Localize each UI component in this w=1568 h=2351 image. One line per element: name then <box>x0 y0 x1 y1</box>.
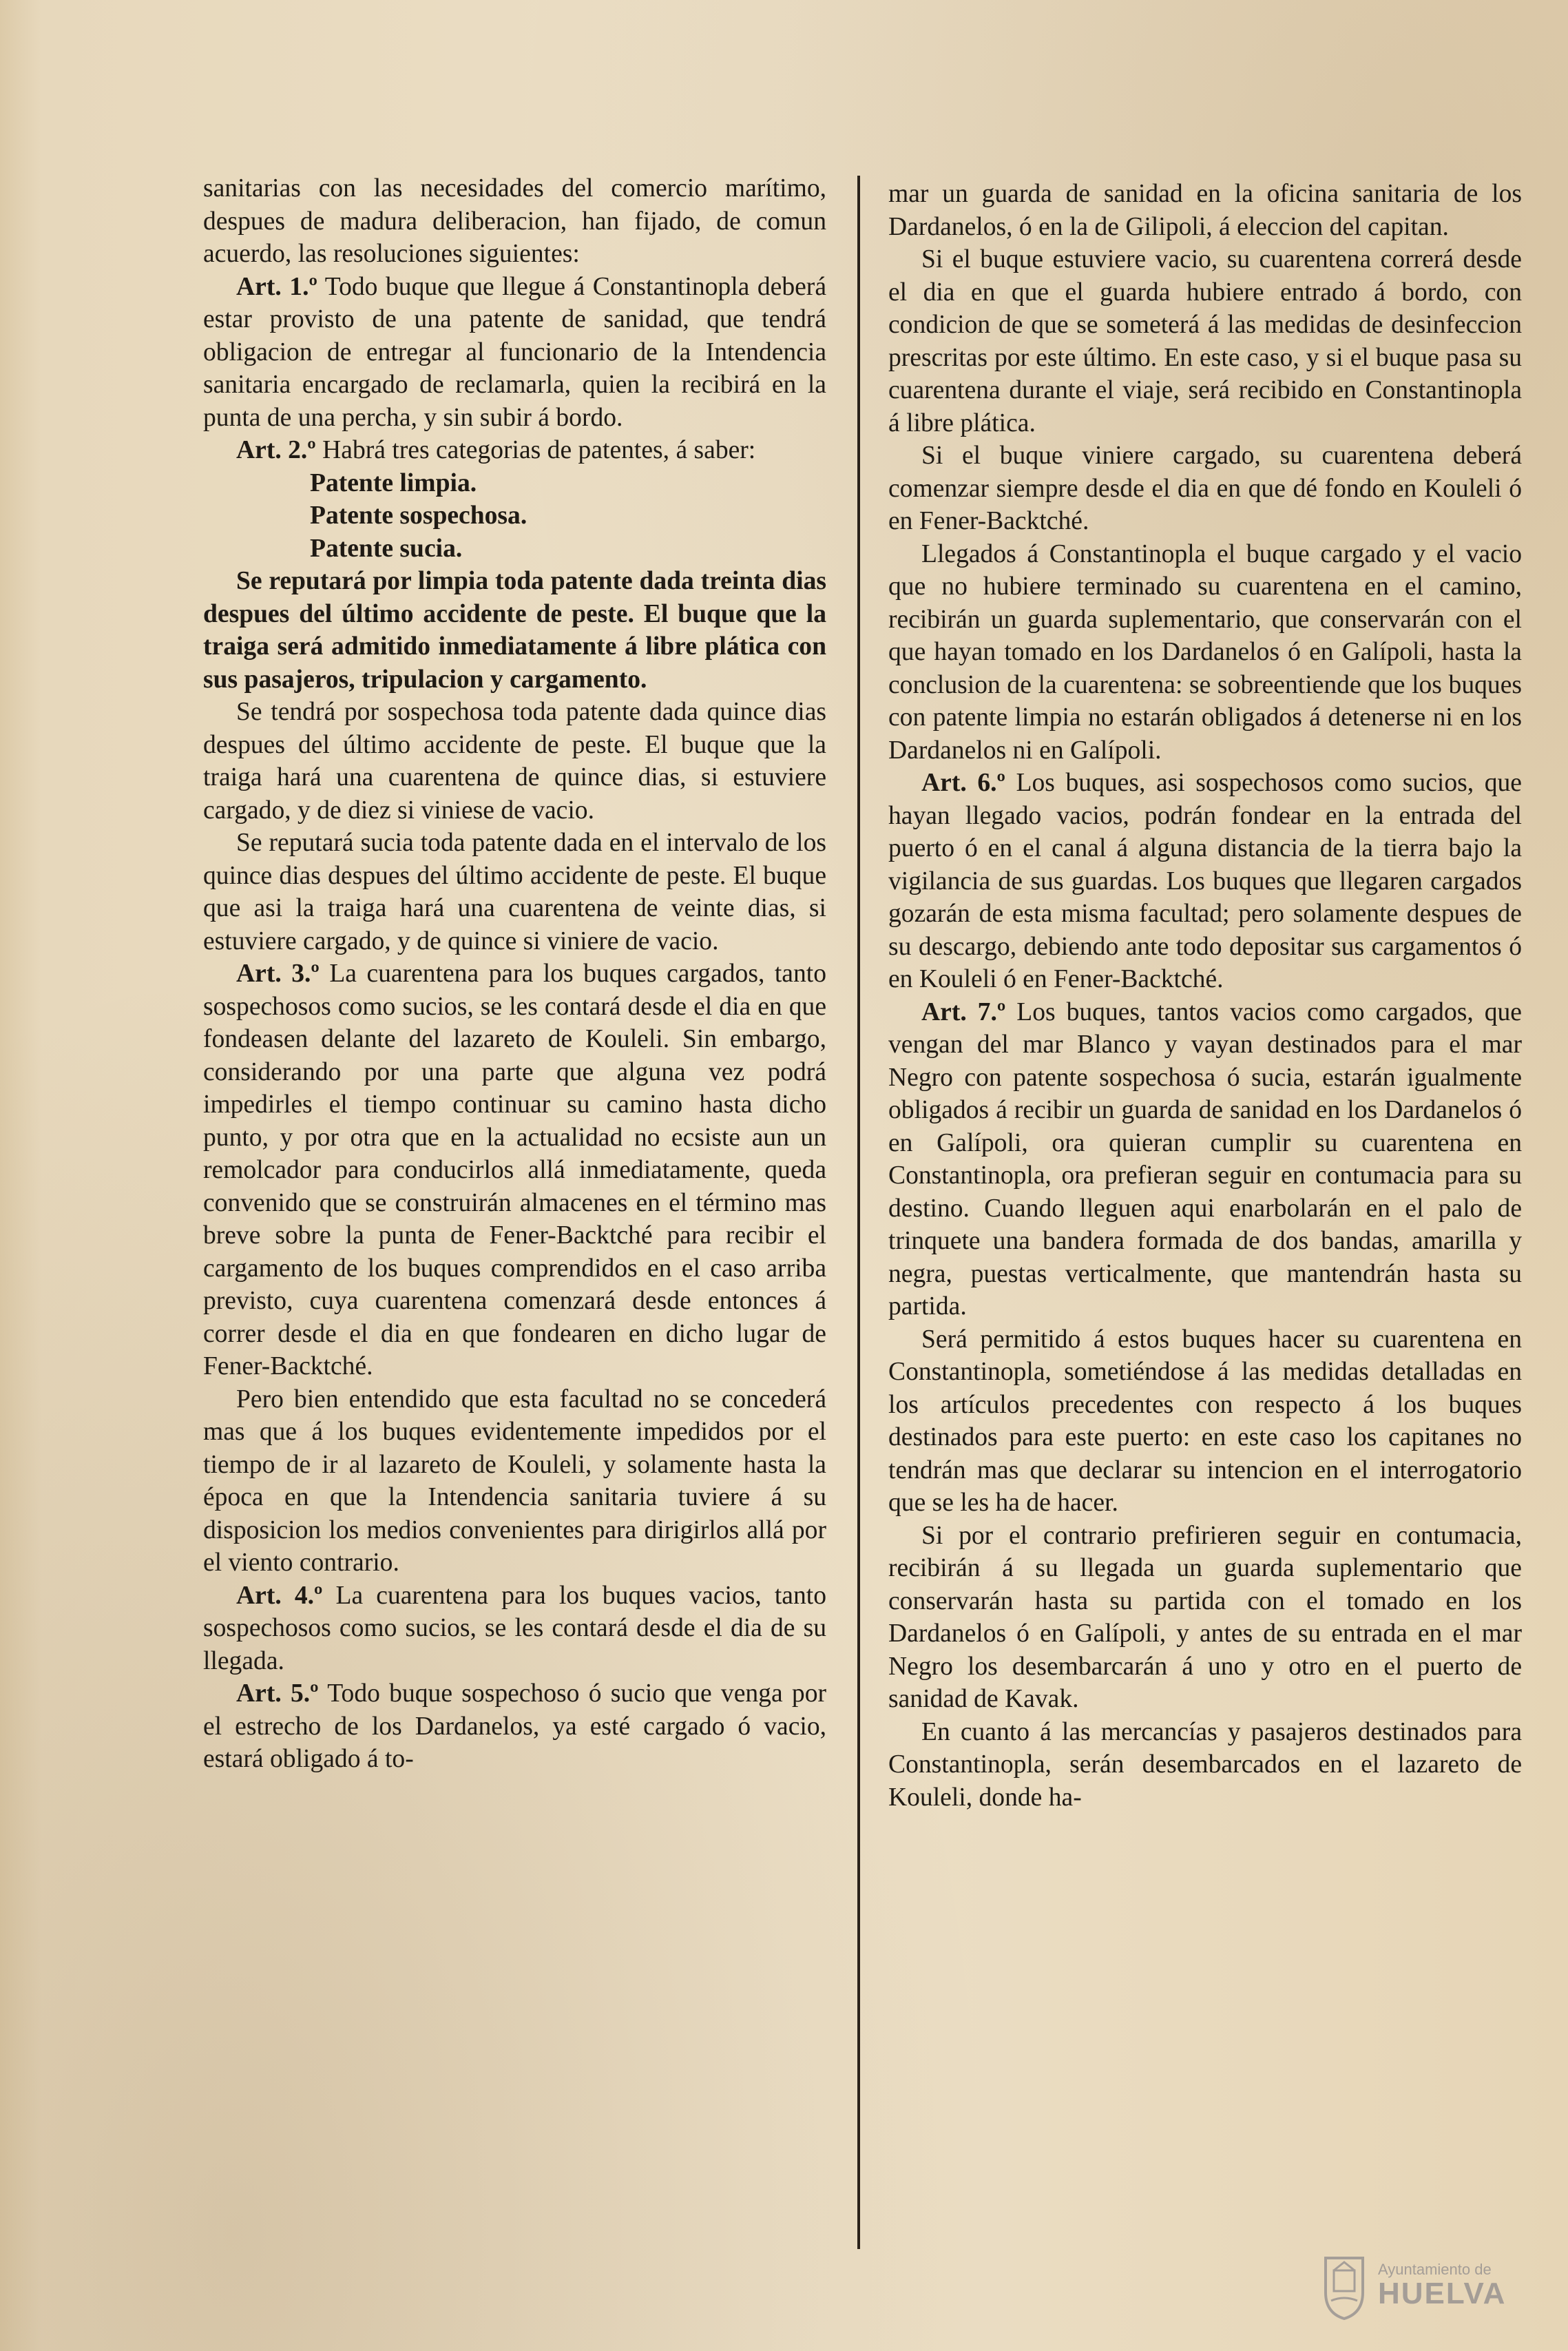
paragraph-text: Si por el contrario prefirieren seguir en contumacia, recibirán á su llegada un guarda suplementario que conservarán hasta su partida con el tomado en los Dardanelos ó en Galípoli, y antes de su entrada en el mar Negro los desembarcarán á uno y otro en el puerto de sanidad de Kavak. <box>888 1521 1522 1713</box>
paragraph <box>888 1716 1522 1814</box>
paragraph <box>203 172 826 271</box>
paragraph-text: Pero bien entendido que esta facultad no se concederá mas que á los buques evidentemente impedidos por el tiempo de ir al lazareto de Kouleli, y solamente hasta la época en que la Intendencia sanitaria tuviere á su disposicion los medios convenientes para dirigirlos allá por el viento contrario. <box>203 1385 826 1577</box>
paragraph <box>888 178 1522 243</box>
paragraph <box>888 243 1522 439</box>
column-divider <box>857 176 860 2249</box>
paragraph-text: Se reputará sucia toda patente dada en el intervalo de los quince dias despues del último accidente de peste. El buque que asi la traiga hará una cuarentena de veinte dias, si estuviere cargado, y de quince si viniere de vacio. <box>203 829 826 955</box>
paragraph-text: La cuarentena para los buques vacios, tanto sospechosos como sucios, se les contará desde el dia de su llegada. <box>203 1581 826 1675</box>
paragraph-text: En cuanto á las mercancías y pasajeros destinados para Constantinopla, serán desembarcados en el lazareto de Kouleli, donde ha- <box>888 1717 1522 1812</box>
list-item <box>203 532 826 566</box>
article-number: Art. 6.º <box>921 769 1005 797</box>
paragraph-text: Habrá tres categorias de patentes, á saber: <box>322 436 756 464</box>
paragraph <box>888 439 1522 538</box>
paragraph-text: Todo buque sospechoso ó sucio que venga por el estrecho de los Dardanelos, ya esté cargado ó vacio, estará obligado á to- <box>203 1679 827 1773</box>
article-number: Art. 3.º <box>236 960 320 988</box>
paragraph-text: Se tendrá por sospechosa toda patente dada quince dias despues del último accidente de peste. El buque que la traiga hará una cuarentena de quince dias, si estuviere cargado, y de diez si viniese de vacio. <box>203 698 826 825</box>
article-number: Art. 5.º <box>236 1679 319 1708</box>
list-item <box>203 499 826 532</box>
paragraph-text: La cuarentena para los buques cargados, tanto sospechosos como sucios, se les contará desde el dia en que fondeasen delante del lazareto de Kouleli. Sin embargo, considerando por una parte que alguna vez podrá impedirles el tiempo continuar su camino hasta dicho punto, y por otra que en la actualidad no ecsiste aun un remolcador para conducirlos allá inmediatamente, queda convenido que se construirán almacenes en el término mas breve sobre la punta de Fener-Backtché para recibir el cargamento de los buques comprendidos en el caso arriba previsto, cuya cuarentena comenzará desde entonces á correr desde el dia en que fondearen en dicho lugar de Fener-Backtché. <box>203 960 826 1380</box>
paragraph-text: Llegados á Constantinopla el buque cargado y el vacio que no hubiere terminado su cuarentena en el camino, recibirán un guarda suplementario, que conservarán con el que hayan tomado en los Dardanelos ó en Galípoli, hasta la conclusion de la cuarentena: se sobreentiende que los buques con patente limpia no estarán obligados á detenerse ni en los Dardanelos ni en Galípoli. <box>888 539 1522 765</box>
article-number: Art. 1.º <box>236 272 317 301</box>
paragraph <box>888 1323 1522 1520</box>
watermark-line2: HUELVA <box>1378 2277 1507 2310</box>
list-item-text: Patente limpia. <box>310 468 477 497</box>
paragraph <box>203 957 826 1383</box>
paragraph-text: Se reputará por limpia toda patente dada treinta dias despues del último accidente de peste. El buque que la traiga será admitido inmediatamente á libre plática con sus pasajeros, tripulacion y cargamento. <box>203 567 826 694</box>
paragraph <box>888 1520 1522 1716</box>
paragraph <box>203 271 826 435</box>
paragraph-text: sanitarias con las necesidades del comercio marítimo, despues de madura deliberacion, han fijado, de comun acuerdo, las resoluciones siguientes: <box>203 174 826 268</box>
paragraph <box>888 538 1522 767</box>
paragraph-text: Los buques, tantos vacios como cargados, que vengan del mar Blanco y vayan destinados para el mar Negro con patente sospechosa ó sucia, estarán igualmente obligados á recibir un guarda de sanidad en los Dardanelos ó en Galípoli, ora quieran cumplir su cuarentena en Constantinopla, ora prefieran seguir en contumacia para su destino. Cuando lleguen aqui enarbolarán en el palo de trinquete una bandera formada de dos bandas, amarilla y negra, puestas verticalmente, que mantendrán hasta su partida. <box>888 997 1522 1321</box>
paragraph <box>203 1677 826 1776</box>
article-number: Art. 7.º <box>921 997 1006 1026</box>
article-number: Art. 4.º <box>236 1581 323 1610</box>
watermark-logo <box>1320 2248 1540 2323</box>
list-item-text: Patente sospechosa. <box>310 501 527 530</box>
right-column <box>888 178 1522 1814</box>
paragraph <box>888 996 1522 1323</box>
paragraph-text: Si el buque viniere cargado, su cuarentena deberá comenzar siempre desde el dia en que dé fondo en Kouleli ó en Fener-Backtché. <box>888 442 1522 535</box>
paragraph <box>203 696 826 827</box>
paragraph-text: Los buques, asi sospechosos como sucios, que hayan llegado vacios, podrán fondear en la entrada del puerto ó en el canal á alguna distancia de la tierra bajo la vigilancia de sus guardas. Los buques que llegaren cargados gozarán de esta misma facultad; pero solamente despues de su descargo, debiendo ante todo depositar sus cargamentos ó en Kouleli ó en Fener-Backtché. <box>888 769 1522 993</box>
paragraph-text: Será permitido á estos buques hacer su cuarentena en Constantinopla, sometiéndose á las medidas detalladas en los artículos precedentes con respecto á los buques destinados para este puerto: en este caso los capitanes no tendrán mas que declarar su intencion en el interrogatorio que se les ha de hacer. <box>888 1325 1522 1517</box>
list-item <box>203 467 826 500</box>
list-item-text: Patente sucia. <box>310 534 463 563</box>
paragraph <box>203 434 826 467</box>
left-column <box>203 172 826 1776</box>
paragraph-text: mar un guarda de sanidad en la oficina sanitaria de los Dardanelos, ó en la de Gilipoli, á eleccion del capitan. <box>888 180 1522 241</box>
paragraph-text: Si el buque estuviere vacio, su cuarentena correrá desde el dia en que el guarda hubiere entrado á bordo, con condicion de que se someterá á las medidas de desinfeccion prescritas por este último. En este caso, y si el buque pasa su cuarentena durante el viaje, será recibido en Constantinopla á libre plática. <box>888 245 1522 437</box>
paragraph <box>888 767 1522 996</box>
paragraph <box>203 1580 826 1678</box>
article-number: Art. 2.º <box>236 436 316 464</box>
paragraph <box>203 1383 826 1580</box>
coat-of-arms-icon <box>1320 2251 1368 2320</box>
paragraph-text: Todo buque que llegue á Constantinopla deberá estar provisto de una patente de sanidad, que tendrá obligacion de entregar al funcionario de la Intendencia sanitaria encargado de reclamarla, quien la recibirá en la punta de una percha, y sin subir á bordo. <box>203 272 826 432</box>
watermark-line1: Ayuntamiento de <box>1378 2261 1492 2278</box>
paragraph <box>203 565 826 696</box>
paragraph <box>203 827 826 957</box>
